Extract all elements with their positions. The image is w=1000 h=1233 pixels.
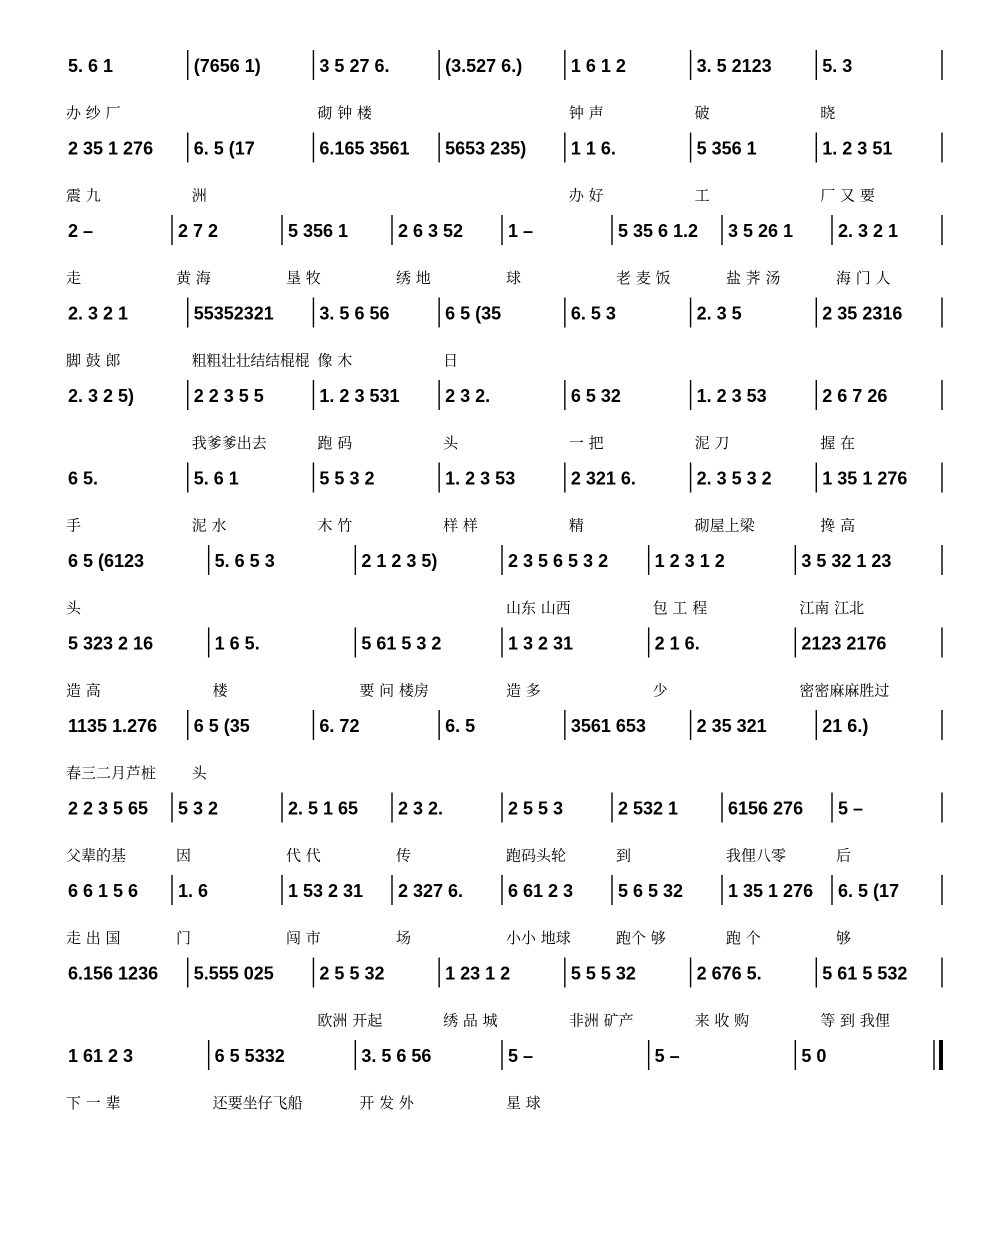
measure-notes: 2 3 5 6 5 3 2 (508, 551, 609, 571)
measure-lyric: 工 (694, 186, 710, 205)
measure-notes: 2 – (68, 221, 94, 241)
measure-lyric: 样 样 (443, 516, 478, 535)
measure-notes: 1 6 1 2 (570, 56, 626, 76)
measure-lyric: 江南 江北 (799, 599, 865, 617)
measure-notes: 6.165 3561 (319, 138, 410, 159)
measure-lyric: 密密麻麻胜过 (799, 681, 890, 700)
measure-lyric: 老 麦 饭 (616, 269, 671, 287)
measure-lyric: 盐 荠 汤 (726, 269, 781, 287)
measure-lyric: 日 (443, 351, 459, 370)
measure-lyric: 办 纱 厂 (66, 104, 121, 122)
measure-notes: 1. 2 3 531 (319, 386, 400, 406)
measure-notes: 2 35 321 (696, 716, 767, 736)
measure-notes: (3.527 6.) (445, 56, 523, 76)
measure-notes: 1 – (508, 221, 534, 241)
measure-lyric: 造 高 (66, 681, 101, 700)
measure-notes: 3 5 27 6. (319, 56, 390, 76)
measure-notes: 5 323 2 16 (68, 633, 154, 654)
measure-notes: 1. 2 3 51 (822, 138, 893, 159)
measure-notes: 2 321 6. (570, 468, 636, 489)
measure-lyric: 小小 地球 (506, 929, 571, 947)
measure-notes: 2 1 2 3 5) (361, 551, 438, 571)
measure-notes: 6. 5 (17 (838, 881, 900, 901)
measure-notes: 1 2 3 1 2 (654, 551, 725, 571)
measure-notes: 5 61 5 3 2 (361, 633, 442, 654)
measure-lyric: 厂 又 要 (820, 186, 875, 205)
measure-notes: 5 6 5 32 (618, 881, 684, 901)
measure-lyric: 楼 (212, 681, 228, 700)
measure-notes: 2123 2176 (801, 633, 887, 654)
measure-lyric: 代 代 (286, 846, 321, 865)
measure-lyric: 绣 地 (396, 269, 431, 287)
measure-lyric: 来 收 购 (694, 1011, 750, 1030)
measure-lyric: 春三二月芦桩 (66, 764, 157, 782)
measure-notes: (7656 1) (193, 56, 261, 76)
measure-lyric: 泥 刀 (694, 434, 730, 452)
measure-lyric: 泥 水 (191, 516, 227, 535)
measure-notes: 6 5 (35 (193, 716, 250, 736)
measure-lyric: 传 (396, 846, 412, 865)
measure-notes: 2 1 6. (654, 633, 700, 654)
measure-lyric: 粗粗壮壮结结棍棍 (191, 351, 310, 370)
measure-notes: 5 0 (801, 1046, 827, 1066)
measure-notes: 5 5 3 2 (319, 468, 375, 489)
measure-notes: 1. 6 (178, 881, 209, 901)
measure-lyric: 球 (506, 269, 522, 287)
measure-lyric: 洲 (191, 186, 207, 205)
measure-notes: 3. 5 2123 (696, 56, 772, 76)
measure-notes: 2 2 3 5 5 (193, 386, 264, 406)
measure-lyric: 走 (66, 269, 82, 287)
measure-lyric: 还要坐仔飞船 (212, 1094, 303, 1112)
measure-notes: 5.555 025 (193, 963, 274, 984)
measure-notes: 2. 3 5 (696, 303, 742, 324)
measure-lyric: 头 (191, 764, 207, 782)
measure-lyric: 父辈的基 (66, 846, 127, 865)
measure-notes: 1 23 1 2 (445, 963, 511, 984)
measure-notes: 5 – (838, 798, 864, 819)
measure-lyric: 我俚八零 (726, 846, 787, 865)
measure-notes: 2 532 1 (618, 798, 679, 819)
measure-notes: 2 327 6. (398, 881, 464, 901)
measure-notes: 21 6.) (822, 716, 869, 736)
measure-notes: 2. 5 1 65 (288, 798, 359, 819)
measure-notes: 5. 6 1 (68, 56, 114, 76)
measure-notes: 5 – (654, 1046, 680, 1066)
measure-notes: 3 5 26 1 (728, 221, 794, 241)
measure-notes: 5 3 2 (178, 798, 219, 819)
measure-notes: 6 5 5332 (214, 1046, 285, 1066)
measure-notes: 1. 2 3 53 (445, 468, 516, 489)
measure-lyric: 晓 (820, 104, 836, 122)
measure-lyric: 因 (176, 846, 192, 865)
measure-lyric: 一 把 (568, 434, 604, 452)
measure-notes: 5 356 1 (696, 138, 757, 159)
measure-notes: 3561 653 (570, 716, 646, 736)
measure-notes: 2 5 5 3 (508, 798, 564, 819)
measure-lyric: 跑 码 (317, 434, 353, 452)
measure-notes: 2 6 3 52 (398, 221, 464, 241)
measure-notes: 6156 276 (728, 798, 804, 819)
measure-notes: 6. 5 (445, 716, 476, 736)
measure-notes: 2 35 1 276 (68, 138, 154, 159)
measure-notes: 1 61 2 3 (68, 1046, 134, 1066)
measure-lyric: 震 九 (66, 186, 101, 205)
measure-lyric: 到 (616, 846, 632, 865)
measure-notes: 6 6 1 5 6 (68, 881, 139, 901)
measure-lyric: 门 (176, 929, 192, 947)
measure-lyric: 绣 品 城 (443, 1011, 498, 1030)
measure-lyric: 精 (568, 516, 584, 535)
measure-lyric: 砌屋上梁 (694, 516, 755, 535)
measure-notes: 2. 3 2 1 (838, 221, 899, 241)
measure-lyric: 少 (652, 681, 668, 700)
measure-notes: 5653 235) (445, 138, 527, 159)
measure-lyric: 搀 高 (820, 516, 856, 535)
measure-lyric: 闯 市 (286, 929, 321, 947)
measure-lyric: 跑码头轮 (506, 846, 567, 865)
measure-lyric: 场 (396, 929, 412, 947)
measure-notes: 2. 3 5 3 2 (696, 468, 772, 489)
measure-notes: 5 5 5 32 (570, 963, 636, 984)
measure-lyric: 木 竹 (317, 516, 353, 535)
measure-notes: 2. 3 2 1 (68, 303, 129, 324)
measure-lyric: 后 (836, 846, 852, 865)
measure-lyric: 垦 牧 (286, 269, 321, 287)
measure-notes: 2 7 2 (178, 221, 219, 241)
measure-notes: 2 3 2. (398, 798, 444, 819)
measure-notes: 6. 72 (319, 716, 360, 736)
measure-lyric: 黄 海 (176, 269, 211, 287)
measure-lyric: 跑个 够 (616, 929, 666, 947)
measure-lyric: 走 出 国 (66, 929, 121, 947)
measure-notes: 1 35 1 276 (822, 468, 908, 489)
measure-notes: 1 35 1 276 (728, 881, 814, 901)
measure-notes: 6 5 32 (570, 386, 621, 406)
measure-lyric: 开 发 外 (359, 1094, 414, 1112)
measure-notes: 6. 5 (17 (193, 138, 255, 159)
measure-notes: 1 3 2 31 (508, 633, 574, 654)
measure-notes: 1 6 5. (214, 633, 260, 654)
measure-notes: 1. 2 3 53 (696, 386, 767, 406)
measure-notes: 5. 6 5 3 (214, 551, 275, 571)
measure-lyric: 山东 山西 (506, 599, 571, 617)
measure-lyric: 非洲 矿产 (568, 1011, 634, 1030)
measure-notes: 2 3 2. (445, 386, 491, 406)
measure-notes: 1 1 6. (570, 138, 616, 159)
measure-notes: 5. 6 1 (193, 468, 239, 489)
measure-notes: 2 6 7 26 (822, 386, 888, 406)
measure-notes: 6 5. (68, 468, 99, 489)
measure-notes: 5 356 1 (288, 221, 349, 241)
measure-lyric: 跑 个 (726, 929, 761, 947)
measure-notes: 2 5 5 32 (319, 963, 385, 984)
final-bar-thick (939, 1040, 943, 1070)
measure-notes: 3 5 32 1 23 (801, 551, 892, 571)
measure-notes: 2 2 3 5 65 (68, 798, 149, 819)
measure-lyric: 手 (66, 516, 82, 535)
measure-lyric: 够 (836, 929, 852, 947)
measure-lyric: 钟 声 (568, 104, 604, 122)
measure-notes: 5. 3 (822, 56, 853, 76)
measure-lyric: 头 (66, 599, 82, 617)
measure-lyric: 下 一 辈 (66, 1094, 121, 1112)
measure-notes: 6.156 1236 (68, 963, 159, 984)
measure-notes: 6 5 (6123 (68, 551, 145, 571)
measure-lyric: 星 球 (506, 1094, 541, 1112)
measure-lyric: 欧洲 开起 (317, 1011, 383, 1030)
measure-notes: 1135 1.276 (68, 716, 158, 736)
measure-notes: 3. 5 6 56 (319, 303, 390, 324)
measure-lyric: 脚 鼓 郎 (66, 351, 121, 370)
measure-lyric: 破 (694, 104, 710, 122)
measure-lyric: 海 门 人 (836, 269, 891, 287)
measure-notes: 2 676 5. (696, 963, 762, 984)
measure-lyric: 等 到 我俚 (820, 1011, 890, 1030)
measure-notes: 5 35 6 1.2 (618, 221, 699, 241)
measure-notes: 5 – (508, 1046, 534, 1066)
measure-notes: 6 5 (35 (445, 303, 502, 324)
measure-notes: 1 53 2 31 (288, 881, 364, 901)
measure-lyric: 要 问 楼房 (359, 681, 429, 700)
measure-lyric: 头 (443, 434, 459, 452)
measure-lyric: 造 多 (506, 681, 541, 700)
measure-notes: 55352321 (193, 303, 274, 324)
measure-notes: 3. 5 6 56 (361, 1046, 432, 1066)
measure-notes: 6 61 2 3 (508, 881, 574, 901)
measure-lyric: 像 木 (317, 351, 353, 370)
measure-lyric: 握 在 (820, 434, 856, 452)
measure-lyric: 办 好 (568, 186, 604, 205)
measure-lyric: 砌 钟 楼 (317, 104, 372, 122)
measure-lyric: 我爹爹出去 (191, 434, 267, 452)
measure-notes: 5 61 5 532 (822, 963, 908, 984)
measure-notes: 2. 3 2 5) (68, 386, 135, 406)
measure-notes: 6. 5 3 (570, 303, 616, 324)
measure-notes: 2 35 2316 (822, 303, 903, 324)
measure-lyric: 包 工 程 (652, 599, 708, 617)
